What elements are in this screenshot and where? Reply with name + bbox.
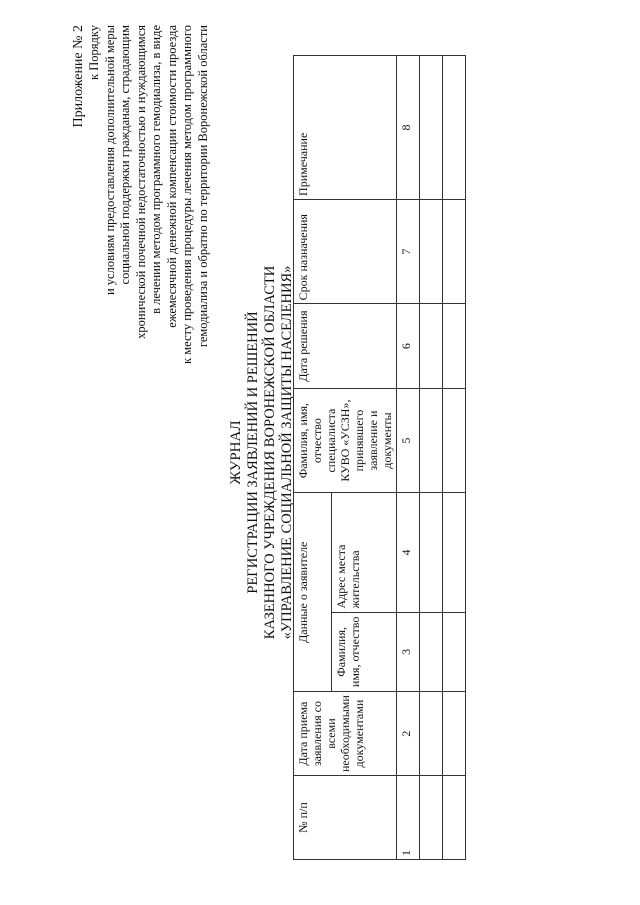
column-number: 2 xyxy=(397,692,420,776)
table-cell xyxy=(443,388,466,492)
journal-title-line: ЖУРНАЛ xyxy=(228,420,244,485)
header-applicant-name: Фамилия, имя, отчество xyxy=(331,612,396,692)
table-cell xyxy=(420,692,443,776)
appendix-line: в лечении методом программного гемодиализа, в виде xyxy=(149,25,163,314)
header-applicant-data: Данные о заявителе xyxy=(294,493,332,692)
column-number-row xyxy=(397,56,420,860)
table-cell xyxy=(420,612,443,692)
column-number: 5 xyxy=(397,388,420,492)
column-number: 6 xyxy=(397,304,420,389)
header-application-date: Дата приема заявления со всеми необходимыми документами xyxy=(294,692,397,776)
journal-title xyxy=(228,120,296,785)
header-number: № п/п xyxy=(294,775,397,859)
header-note: Примечание xyxy=(294,56,397,200)
appendix-line: ежемесячной денежной компенсации стоимости проезда xyxy=(164,25,179,328)
header-applicant-address: Адрес места жительства xyxy=(331,493,396,612)
table-cell xyxy=(443,199,466,303)
appendix-block xyxy=(70,25,211,425)
appendix-line: к месту проведения процедуры лечения методом программного xyxy=(180,25,194,364)
journal-title-line: РЕГИСТРАЦИИ ЗАЯВЛЕНИЙ И РЕШЕНИЙ xyxy=(245,311,261,594)
table-cell xyxy=(420,199,443,303)
table-header-row xyxy=(294,56,332,860)
journal-title-line: «УПРАВЛЕНИЕ СОЦИАЛЬНОЙ ЗАЩИТЫ НАСЕЛЕНИЯ» xyxy=(279,265,295,640)
table-cell xyxy=(443,775,466,859)
appendix-line: и условиям предоставления дополнительной меры xyxy=(102,25,117,296)
appendix-line: к Порядку xyxy=(87,25,101,80)
appendix-line: хронической почечной недостаточностью и нуждающимся xyxy=(133,25,148,339)
header-specialist: Фамилия, имя, отчество специалиста КУВО «УСЗН», принявшего заявление и документы xyxy=(294,388,397,492)
registration-table xyxy=(293,55,466,860)
table-cell xyxy=(443,493,466,612)
header-assignment-period: Срок назначения xyxy=(294,199,397,303)
appendix-line: гемодиализа и обратно по территории Воронежской области xyxy=(195,25,210,348)
header-decision-date: Дата решения xyxy=(294,304,397,389)
table-cell xyxy=(420,388,443,492)
column-number: 1 xyxy=(397,775,420,859)
column-number: 7 xyxy=(397,199,420,303)
table-row xyxy=(420,56,443,860)
appendix-title: Приложение № 2 xyxy=(71,25,86,128)
column-number: 4 xyxy=(397,493,420,612)
table-cell xyxy=(420,304,443,389)
table-cell xyxy=(443,56,466,200)
table-row xyxy=(443,56,466,860)
table-cell xyxy=(443,612,466,692)
journal-title-line: КАЗЕННОГО УЧРЕЖДЕНИЯ ВОРОНЕЖСКОЙ ОБЛАСТИ xyxy=(262,265,278,640)
table-cell xyxy=(420,56,443,200)
table-cell xyxy=(443,304,466,389)
appendix-line: социальной поддержки гражданам, страдающим xyxy=(118,25,132,285)
column-number: 3 xyxy=(397,612,420,692)
table-cell xyxy=(420,493,443,612)
table-cell xyxy=(420,775,443,859)
column-number: 8 xyxy=(397,56,420,200)
table-cell xyxy=(443,692,466,776)
